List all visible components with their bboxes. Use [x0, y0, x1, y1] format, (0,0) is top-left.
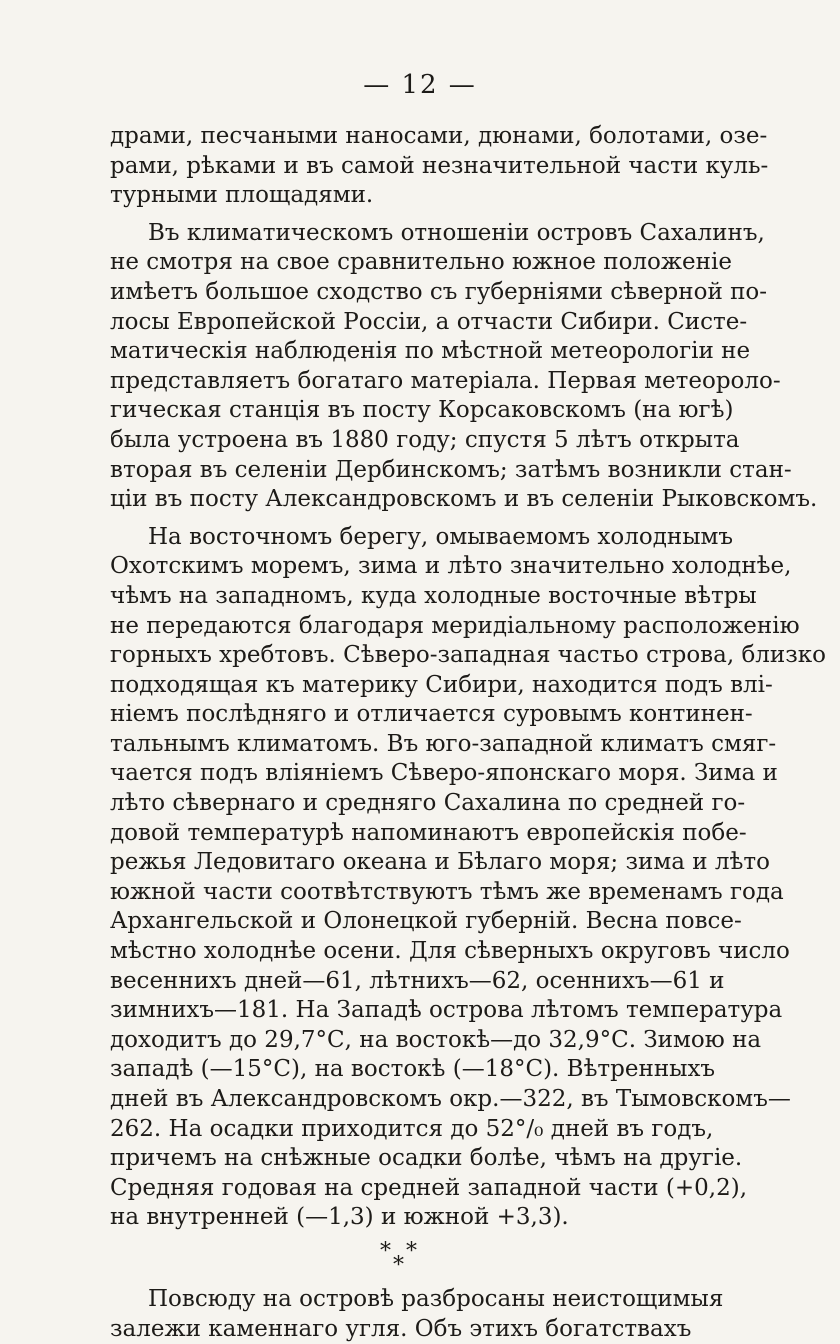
text-line: причемъ на снѣжные осадки болѣе, чѣмъ на другіе. [110, 1145, 743, 1172]
text-line: Архангельской и Олонецкой губерній. Весна повсе- [110, 908, 742, 935]
text-line: На восточномъ берегу, омываемомъ холоднымъ [148, 523, 734, 550]
body-text [110, 122, 827, 1344]
text-line: не смотря на свое сравнительно южное положеніе [110, 249, 732, 276]
paragraph-gap [110, 515, 690, 523]
text-line: чѣмъ на западномъ, куда холодные восточные вѣтры [110, 582, 757, 609]
text-line: горныхъ хребтовъ. Сѣверо-западная частьо строва, близко [110, 642, 827, 669]
text-line: ціи въ посту Александровскомъ и въ селеніи Рыковскомъ. [110, 486, 818, 513]
text-line: тальнымъ климатомъ. Въ юго-западной климатъ смяг- [110, 730, 777, 757]
paragraph [110, 523, 827, 1233]
text-line: мѣстно холоднѣе осени. Для сѣверныхъ округовъ число [110, 938, 790, 965]
text-line: 262. На осадки приходится до 52°/₀ дней въ годъ, [110, 1115, 714, 1142]
text-line: турными площадями. [110, 182, 374, 209]
text-line: весеннихъ дней—61, лѣтнихъ—62, осеннихъ—61 и [110, 967, 725, 994]
text-line: подходящая къ материку Сибири, находится подъ влі- [110, 671, 773, 698]
paragraph [110, 1285, 724, 1344]
asterism-star: * [393, 1252, 404, 1278]
paragraph-gap [110, 211, 690, 219]
text-line: зимнихъ—181. На Западѣ острова лѣтомъ температура [110, 997, 783, 1024]
asterism-star: * [380, 1238, 391, 1264]
text-line: режья Ледовитаго океана и Бѣлаго моря; зима и лѣто [110, 849, 770, 876]
text-line: не передаются благодаря меридіальному расположенію [110, 612, 800, 639]
text-line: ніемъ послѣдняго и отличается суровымъ континен- [110, 701, 753, 728]
text-line: Въ климатическомъ отношеніи островъ Сахалинъ, [148, 219, 765, 246]
text-line: чается подъ вліяніемъ Сѣверо-японскаго моря. Зима и [110, 760, 778, 787]
text-line: Средняя годовая на средней западной части (+0,2), [110, 1174, 748, 1201]
asterism-star: * [406, 1238, 417, 1264]
text-line: лѣто сѣвернаго и средняго Сахалина по средней го- [110, 790, 746, 817]
text-line: залежи каменнаго угля. Объ этихъ богатствахъ [110, 1315, 692, 1342]
page-number: — 12 — [363, 70, 477, 100]
asterism [110, 1238, 690, 1285]
text-line: южной части соотвѣтствуютъ тѣмъ же временамъ года [110, 878, 784, 905]
paragraph-gap [110, 1233, 690, 1241]
text-line: вторая въ селеніи Дербинскомъ; затѣмъ возникли стан- [110, 456, 792, 483]
text-line: представляетъ богатаго матеріала. Первая метеороло- [110, 367, 781, 394]
text-line: доходитъ до 29,7°С, на востокѣ—до 32,9°С. Зимою на [110, 1026, 762, 1053]
text-line: довой температурѣ напоминаютъ европейскія побе- [110, 819, 747, 846]
text-line: матическія наблюденія по мѣстной метеорологіи не [110, 338, 751, 365]
text-line: имѣетъ большое сходство съ губерніями сѣверной по- [110, 278, 768, 305]
text-line: на внутренней (—1,3) и южной +3,3). [110, 1204, 569, 1231]
text-line: дней въ Александровскомъ окр.—322, въ Тымовскомъ— [110, 1086, 791, 1112]
text-line: гическая станція въ посту Корсаковскомъ (на югѣ) [110, 397, 734, 424]
text-line: рами, рѣками и въ самой незначительной части куль- [110, 152, 769, 179]
text-line: лосы Европейской Россіи, а отчасти Сибири. Систе- [110, 308, 748, 335]
text-line: драми, песчаными наносами, дюнами, болотами, озе- [110, 123, 768, 149]
text-line: Повсюду на островѣ разбросаны неистощимыя [148, 1285, 724, 1312]
paragraphs [110, 122, 827, 1241]
text-line: западѣ (—15°С), на востокѣ (—18°С). Вѣтренныхъ [110, 1056, 716, 1083]
text-line: была устроена въ 1880 году; спустя 5 лѣтъ открыта [110, 426, 740, 453]
paragraph [110, 122, 769, 211]
text-line: Охотскимъ моремъ, зима и лѣто значительно холоднѣе, [110, 553, 792, 580]
paragraph [110, 219, 818, 515]
final-paragraph [110, 1285, 724, 1344]
